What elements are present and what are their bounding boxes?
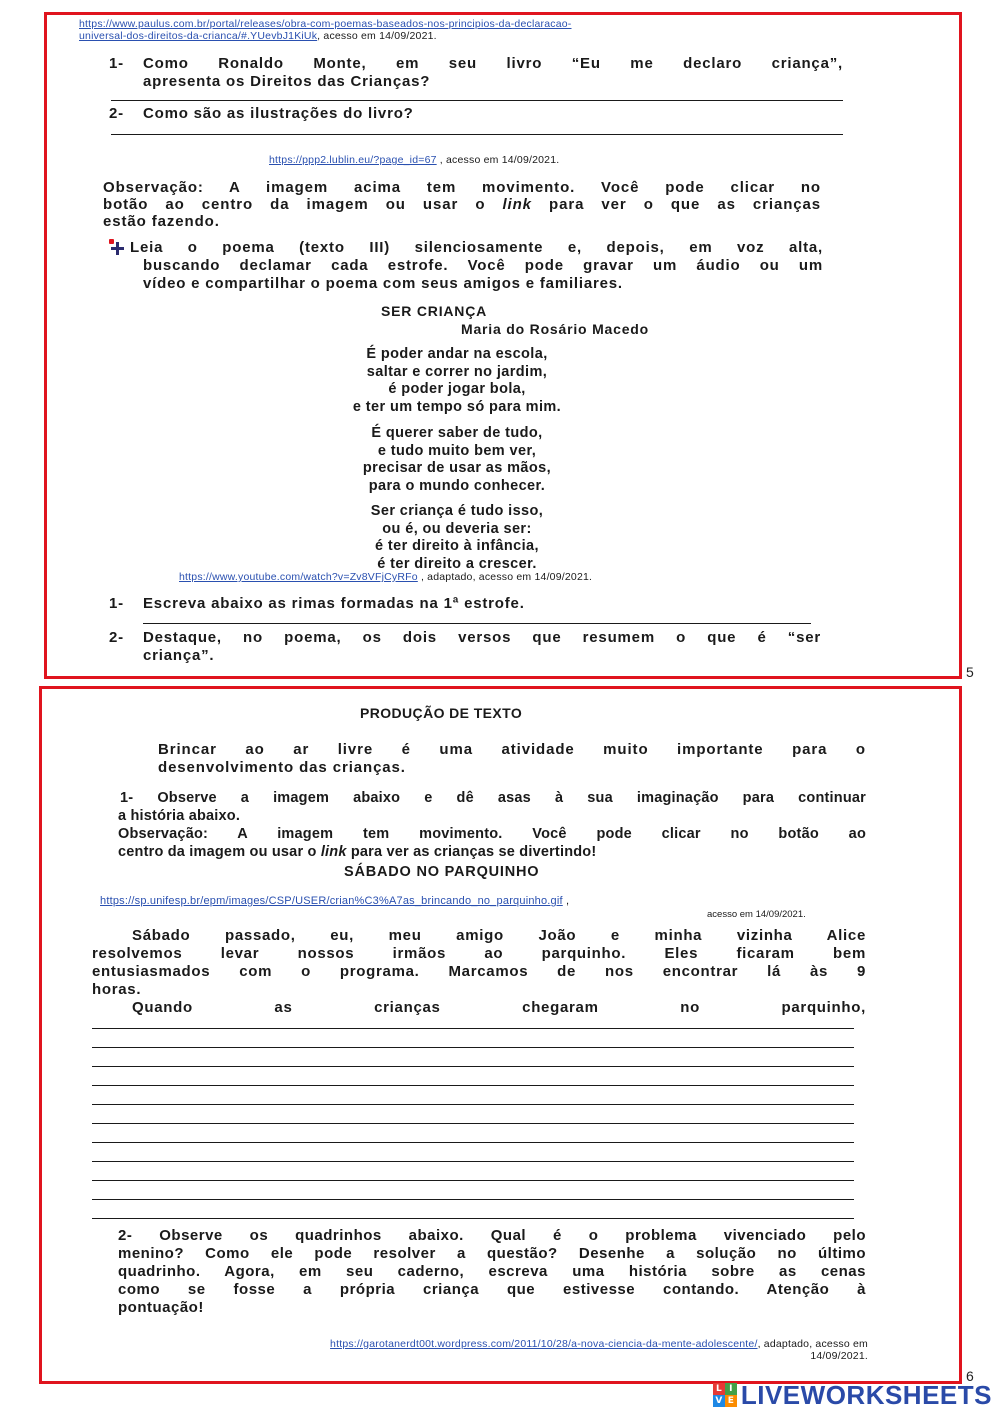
instruction-line-2: buscando declamar cada estrofe. Você pode gravar um áudio ou um <box>143 257 823 274</box>
observation-line-3: estão fazendo. <box>103 213 220 230</box>
access-date: , adaptado, acesso em <box>757 1338 868 1350</box>
liveworksheets-brand[interactable] <box>713 1380 992 1410</box>
observation-2-line-1: Observação: A imagem tem movimento. Você pode clicar no botão ao <box>118 826 866 842</box>
comma: , <box>566 895 570 907</box>
access-date: 14/09/2021. <box>810 1350 868 1362</box>
task-2-line-3: quadrinho. Agora, em seu caderno, escreva uma história sobre as cenas <box>118 1263 866 1280</box>
page-number: 6 <box>966 1368 974 1384</box>
link-word: link <box>502 196 532 213</box>
verse: É querer saber de tudo, <box>371 425 543 441</box>
link-word: link <box>320 844 347 860</box>
verse: para o mundo conhecer. <box>368 477 546 494</box>
writing-line-10[interactable] <box>92 1199 854 1200</box>
observation-line-1: Observação: A imagem acima tem movimento. Você pode clicar no <box>103 179 821 196</box>
verse: saltar e correr no jardim, <box>366 363 548 380</box>
question-1-line-1: Como Ronaldo Monte, em seu livro “Eu me declaro criança”, <box>143 55 843 72</box>
writing-line-9[interactable] <box>92 1180 854 1181</box>
logo-letter: I <box>725 1383 737 1395</box>
question-number: 2- <box>109 629 124 646</box>
question-4-line-2: criança”. <box>143 647 215 664</box>
observation-2-line-2 <box>118 843 866 861</box>
question-1-line-2: apresenta os Direitos das Crianças? <box>143 73 431 90</box>
worksheet-page-5 <box>44 12 962 679</box>
writing-line-5[interactable] <box>92 1104 854 1105</box>
source-citation-3 <box>179 571 592 583</box>
task-1-line-2: a história abaixo. <box>118 808 241 824</box>
observation-text: para ver as crianças se divertindo! <box>350 844 597 860</box>
task-2-line-2: menino? Como ele pode resolver a questão? Desenhe a solução no último <box>118 1245 866 1262</box>
source-link-1-cont[interactable]: universal-dos-direitos-da-crianca/#.YUevbJ1KiUk <box>79 30 318 42</box>
logo-letter: V <box>713 1395 725 1407</box>
page-number: 5 <box>966 664 974 680</box>
question-number: 2- <box>109 105 124 122</box>
reading-instruction <box>111 239 823 293</box>
writing-line-2[interactable] <box>92 1047 854 1048</box>
question-4-line-1: Destaque, no poema, os dois versos que resumem o que é “ser <box>143 629 821 646</box>
observation-text: para ver o que as crianças <box>549 196 821 213</box>
question-2: Como são as ilustrações do livro? <box>143 105 414 122</box>
intro-line-2: desenvolvimento das crianças. <box>158 759 406 776</box>
observation-text: centro da imagem ou usar o <box>118 844 317 860</box>
source-citation-5 <box>102 1338 868 1362</box>
source-citation-1 <box>79 18 939 42</box>
task-2-line-5: pontuação! <box>118 1299 204 1316</box>
logo-letter: L <box>713 1383 725 1395</box>
story-starter <box>92 927 866 1017</box>
verse: É poder andar na escola, <box>366 346 548 362</box>
source-link-2[interactable]: https://ppp2.lublin.eu/?page_id=67 <box>269 154 437 166</box>
writing-line-8[interactable] <box>92 1161 854 1162</box>
verse: é ter direito a crescer. <box>377 555 537 572</box>
question-number: 1- <box>109 595 124 612</box>
observation-line-2 <box>103 196 821 213</box>
poem-title: SER CRIANÇA <box>381 303 488 319</box>
answer-line[interactable] <box>143 623 811 624</box>
question-3: Escreva abaixo as rimas formadas na 1ª estrofe. <box>143 595 525 612</box>
story-line-1: Sábado passado, eu, meu amigo João e minha vizinha Alice <box>132 927 866 944</box>
verse: Ser criança é tudo isso, <box>370 503 544 519</box>
poem-author: Maria do Rosário Macedo <box>461 321 649 337</box>
source-link-1[interactable]: https://www.paulus.com.br/portal/releases/obra-com-poemas-baseados-nos-principios-da-declaracao- <box>79 18 572 30</box>
access-date: acesso em 14/09/2021. <box>707 909 806 920</box>
verse: ou é, ou deveria ser: <box>382 520 532 537</box>
question-number: 1- <box>109 55 124 72</box>
writing-line-3[interactable] <box>92 1066 854 1067</box>
writing-line-1[interactable] <box>92 1028 854 1029</box>
source-link-3[interactable]: https://www.youtube.com/watch?v=Zv8VFjCyRFo <box>179 571 418 583</box>
task-1 <box>118 789 866 861</box>
access-date: , adaptado, acesso em 14/09/2021. <box>420 571 593 583</box>
writing-line-7[interactable] <box>92 1142 854 1143</box>
source-citation-2 <box>269 154 559 166</box>
writing-line-11[interactable] <box>92 1218 854 1219</box>
story-title: SÁBADO NO PARQUINHO <box>344 864 540 880</box>
observation-note <box>103 179 821 230</box>
source-citation-4 <box>100 895 569 907</box>
writing-line-4[interactable] <box>92 1085 854 1086</box>
story-line-2: resolvemos levar nossos irmãos ao parquinho. Eles ficaram bem <box>92 945 866 962</box>
worksheet-page-6 <box>39 686 962 1384</box>
access-date: , acesso em 14/09/2021. <box>439 154 560 166</box>
task-2-line-4: como se fosse a própria criança que estivesse contando. Atenção à <box>118 1281 866 1298</box>
observation-text: botão ao centro da imagem ou usar o <box>103 196 486 213</box>
verse: é ter direito à infância, <box>375 538 539 554</box>
verse: é poder jogar bola, <box>388 381 526 397</box>
story-line-3: entusiasmados com o programa. Marcamos de nos encontrar lá às 9 <box>92 963 866 980</box>
task-1-line-1: 1- Observe a imagem abaixo e dê asas à sua imaginação para continuar <box>120 790 866 806</box>
story-continue-line: Quando as crianças chegaram no parquinho, <box>132 999 866 1016</box>
poem-stanza-3 <box>297 503 617 573</box>
story-line-4: horas. <box>92 981 142 998</box>
writing-line-6[interactable] <box>92 1123 854 1124</box>
section-heading: PRODUÇÃO DE TEXTO <box>360 705 523 721</box>
plus-bullet-icon <box>111 242 124 255</box>
access-date: , acesso em 14/09/2021. <box>317 30 437 42</box>
verse: e ter um tempo só para mim. <box>352 398 562 415</box>
answer-line[interactable] <box>111 134 843 135</box>
source-link-5[interactable]: https://garotanerdt00t.wordpress.com/2011/10/28/a-nova-ciencia-da-mente-adolescente/ <box>330 1338 758 1350</box>
poem-stanza-2 <box>297 425 617 495</box>
verse: precisar de usar as mãos, <box>362 460 552 476</box>
intro-paragraph <box>158 741 866 777</box>
liveworksheets-logo-icon <box>713 1383 737 1407</box>
task-2 <box>118 1227 866 1317</box>
poem-stanza-1 <box>297 346 617 416</box>
source-link-4[interactable]: https://sp.unifesp.br/epm/images/CSP/USER/crian%C3%A7as_brincando_no_parquinho.gif <box>100 895 563 907</box>
instruction-line-3: vídeo e compartilhar o poema com seus amigos e familiares. <box>143 275 623 292</box>
answer-line[interactable] <box>111 100 843 101</box>
instruction-line-1 <box>111 239 823 257</box>
brand-name: LIVEWORKSHEETS <box>740 1379 992 1410</box>
intro-line-1: Brincar ao ar livre é uma atividade muito importante para o <box>158 741 866 758</box>
instruction-text: Leia o poema (texto III) silenciosamente e, depois, em voz alta, <box>130 239 823 256</box>
verse: e tudo muito bem ver, <box>377 442 537 459</box>
task-2-line-1: 2- Observe os quadrinhos abaixo. Qual é o problema vivenciado pelo <box>118 1227 866 1244</box>
logo-letter: E <box>725 1395 737 1407</box>
